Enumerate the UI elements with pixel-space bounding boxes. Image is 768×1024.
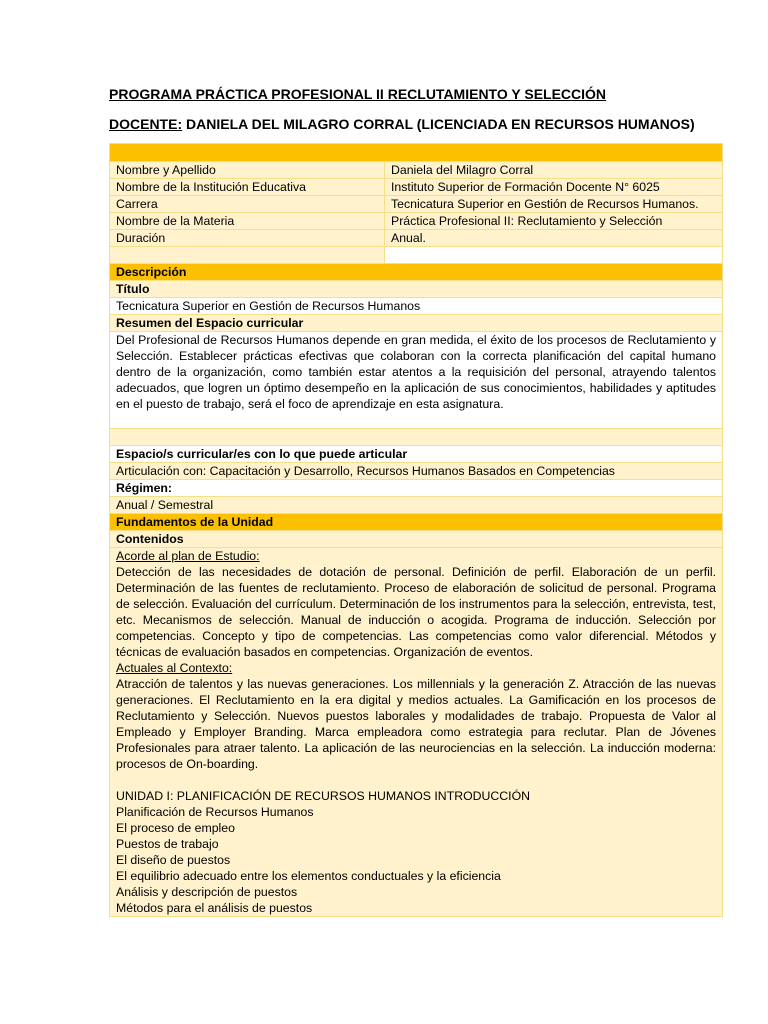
actuales-label: Actuales al Contexto: bbox=[116, 661, 233, 675]
info-value: Tecnicatura Superior en Gestión de Recursos Humanos. bbox=[385, 196, 723, 213]
articulacion-row bbox=[110, 463, 723, 480]
info-value: Daniela del Milagro Corral bbox=[385, 162, 723, 179]
actuales-text: Atracción de talentos y las nuevas generaciones. Los millennials y la generación Z. Atracción de las nuevas generaciones. El Reclutamiento en la era digital y medios actuales. La Gamificación en los procesos de Reclutamiento y Selección. Nuevos puestos laborales y modalidades de trabajo. Propuesta de Valor al Empleado y Employer Branding. Marca empleadora como estrategia para reclutar. Plan de Jóvenes Profesionales para atraer talento. La aplicación de las neurociencias en la selección. La inducción moderna: procesos de On-boarding. bbox=[116, 677, 716, 771]
info-row bbox=[110, 196, 723, 213]
info-row bbox=[110, 213, 723, 230]
fundamentos-header: Fundamentos de la Unidad bbox=[110, 514, 723, 531]
docente-heading bbox=[109, 116, 695, 132]
unidad-item: Puestos de trabajo bbox=[116, 837, 219, 851]
contenidos-label: Contenidos bbox=[110, 531, 723, 548]
spacer bbox=[116, 772, 716, 788]
resumen-label-row bbox=[110, 315, 723, 332]
info-label: Duración bbox=[110, 230, 385, 247]
unidad-item: El equilibrio adecuado entre los elementos conductuales y la eficiencia bbox=[116, 869, 501, 883]
contenidos-row bbox=[110, 531, 723, 548]
regimen-label: Régimen: bbox=[110, 480, 723, 497]
header-bar bbox=[110, 144, 723, 162]
info-value: Instituto Superior de Formación Docente N° 6025 bbox=[385, 179, 723, 196]
regimen-row bbox=[110, 480, 723, 497]
regimen-value-row bbox=[110, 497, 723, 514]
unidad-item: El proceso de empleo bbox=[116, 821, 235, 835]
titulo-value: Tecnicatura Superior en Gestión de Recursos Humanos bbox=[110, 298, 723, 315]
docente-label: DOCENTE: bbox=[109, 116, 183, 132]
resumen-text: Del Profesional de Recursos Humanos depende en gran medida, el éxito de los procesos de Reclutamiento y Selección. Establecer prácticas efectivas que colaboran con la correcta planificación del capital humano dentro de la organización, como también estar atentos a la requisición del personal, atrayendo talentos adecuados, que logren un óptimo desempeño en la aplicación de sus conocimientos, habilidades y aptitudes en el puesto de trabajo, será el foco de aprendizaje en esta asignatura. bbox=[110, 332, 723, 429]
unidad-item: Métodos para el análisis de puestos bbox=[116, 901, 313, 915]
espacio-row bbox=[110, 446, 723, 463]
unidad-item: Planificación de Recursos Humanos bbox=[116, 805, 314, 819]
empty-row bbox=[110, 429, 723, 446]
titulo-row bbox=[110, 281, 723, 298]
info-label: Nombre de la Institución Educativa bbox=[110, 179, 385, 196]
contenidos-body bbox=[110, 548, 723, 917]
empty-row bbox=[110, 247, 723, 264]
unidad-title: UNIDAD I: PLANIFICACIÓN DE RECURSOS HUMANOS INTRODUCCIÓN bbox=[116, 789, 531, 803]
info-label: Nombre de la Materia bbox=[110, 213, 385, 230]
resumen-row bbox=[110, 332, 723, 429]
resumen-label: Resumen del Espacio curricular bbox=[110, 315, 723, 332]
espacio-label: Espacio/s curricular/es con lo que puede articular bbox=[110, 446, 723, 463]
titulo-value-row bbox=[110, 298, 723, 315]
descripcion-row bbox=[110, 264, 723, 281]
info-value: Práctica Profesional II: Reclutamiento y Selección bbox=[385, 213, 723, 230]
acorde-text: Detección de las necesidades de dotación de personal. Definición de perfil. Elaboración de un perfil. Determinación de las fuentes de reclutamiento. Proceso de elaboración de solicitud de personal. Programa de selección. Evaluación del currículum. Determinación de los instrumentos para la selección, entrevista, test, etc. Mecanismos de selección. Manual de inducción o acogida. Programa de inducción. Selección por competencias. Concepto y tipo de competencias. Las competencias como valor diferencial. Métodos y técnicas de evaluación basados en competencias. Organización de eventos. bbox=[116, 565, 716, 659]
empty-cell bbox=[110, 429, 723, 446]
document-title: PROGRAMA PRÁCTICA PROFESIONAL II RECLUTAMIENTO Y SELECCIÓN bbox=[109, 86, 607, 102]
empty-cell bbox=[110, 247, 385, 264]
descripcion-header: Descripción bbox=[110, 264, 723, 281]
fundamentos-row bbox=[110, 514, 723, 531]
unidad-item: El diseño de puestos bbox=[116, 853, 231, 867]
regimen-value: Anual / Semestral bbox=[110, 497, 723, 514]
unidad-item: Análisis y descripción de puestos bbox=[116, 885, 298, 899]
empty-cell bbox=[385, 247, 723, 264]
acorde-label: Acorde al plan de Estudio: bbox=[116, 549, 260, 563]
info-row bbox=[110, 230, 723, 247]
docente-value: DANIELA DEL MILAGRO CORRAL (LICENCIADA EN RECURSOS HUMANOS) bbox=[182, 116, 695, 132]
header-bar-row bbox=[110, 144, 723, 162]
info-value: Anual. bbox=[385, 230, 723, 247]
contenidos-body-row bbox=[110, 548, 723, 917]
info-label: Carrera bbox=[110, 196, 385, 213]
info-row bbox=[110, 179, 723, 196]
info-label: Nombre y Apellido bbox=[110, 162, 385, 179]
program-table bbox=[109, 143, 723, 917]
titulo-label: Título bbox=[110, 281, 723, 298]
info-row bbox=[110, 162, 723, 179]
articulacion-text: Articulación con: Capacitación y Desarrollo, Recursos Humanos Basados en Competencias bbox=[110, 463, 723, 480]
